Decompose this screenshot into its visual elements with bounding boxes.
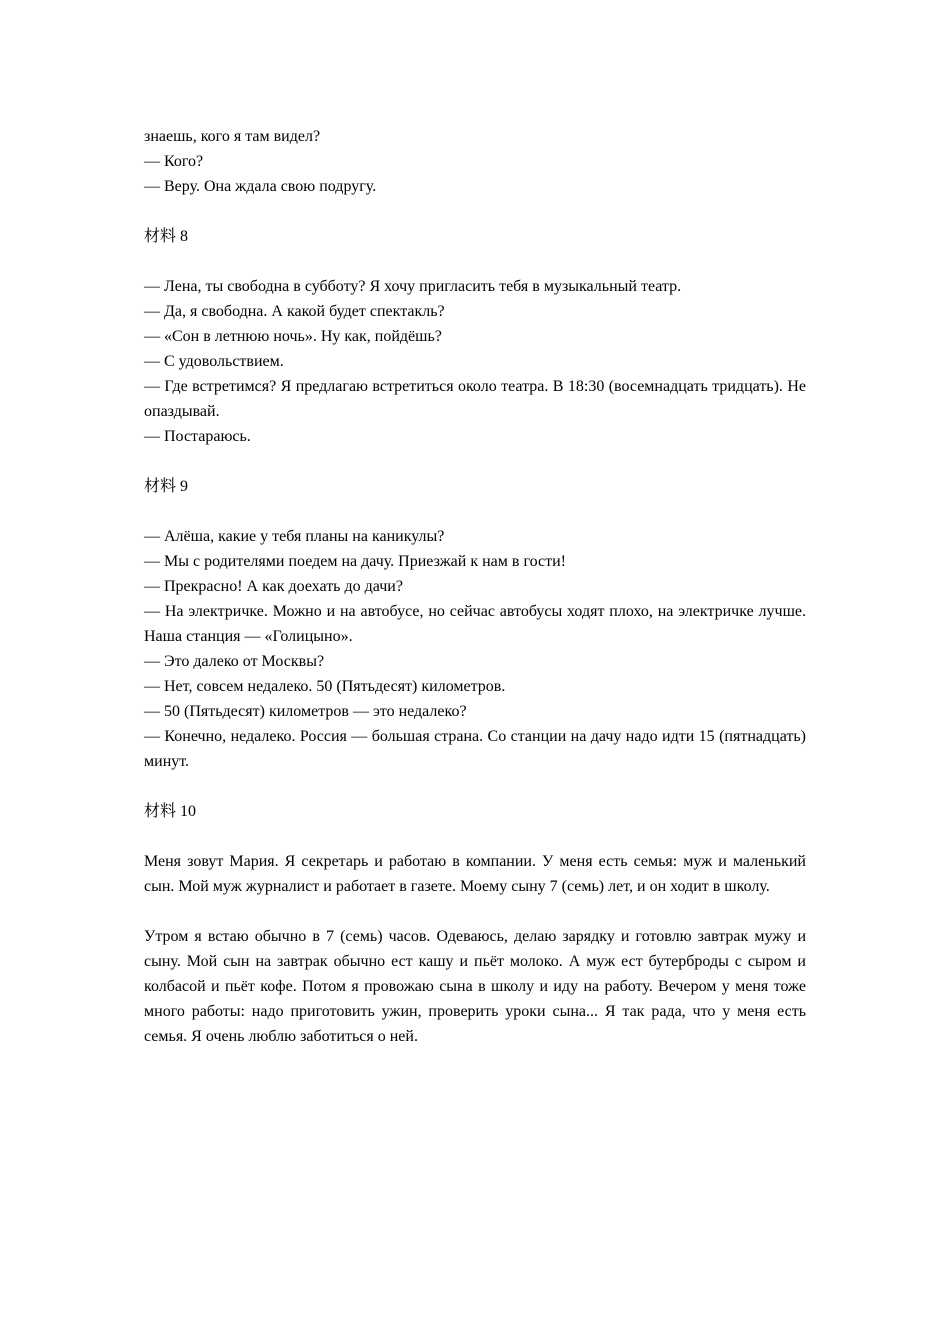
dialogue-line: знаешь, кого я там видел? — [144, 128, 321, 145]
dialogue-line: — Веру. Она ждала свою подругу. — [144, 178, 377, 195]
dialogue-line: — Постараюсь. — [144, 428, 251, 445]
dialogue-line: — «Сон в летнюю ночь». Ну как, пойдёшь? — [144, 328, 442, 345]
dialogue-line: — Да, я свободна. А какой будет спектакль? — [144, 303, 445, 320]
spacer — [144, 774, 806, 799]
section-9 — [144, 474, 806, 774]
section-heading: 材料 8 — [144, 228, 189, 245]
spacer — [144, 499, 806, 524]
dialogue-line: — Нет, совсем недалеко. 50 (Пятьдесят) километров. — [144, 678, 506, 695]
paragraph: Утром я встаю обычно в 7 (семь) часов. Одеваюсь, делаю зарядку и готовлю завтрак мужу и сыну. Мой сын на завтрак обычно ест кашу и пьёт молоко. А муж ест бутерброды с сыром и колбасой и пьёт кофе. Потом я провожаю сына в школу и иду на работу. Вечером у меня тоже много работы: надо приготовить ужин, проверить уроки сына... Я так рада, что у меня есть семья. Я очень люблю заботиться о ней. — [144, 928, 806, 1045]
section-heading: 材料 10 — [144, 803, 197, 820]
dialogue-line: — С удовольствием. — [144, 353, 284, 370]
spacer — [144, 249, 806, 274]
spacer — [144, 899, 806, 924]
section-7-tail — [144, 124, 806, 199]
dialogue-line: — Мы с родителями поедем на дачу. Приезжай к нам в гости! — [144, 553, 566, 570]
document-page — [144, 124, 806, 1049]
dialogue-line: — Алёша, какие у тебя планы на каникулы? — [144, 528, 445, 545]
section-10 — [144, 799, 806, 1049]
section-heading: 材料 9 — [144, 478, 189, 495]
dialogue-line: — 50 (Пятьдесят) километров — это недалеко? — [144, 703, 467, 720]
dialogue-line: — Лена, ты свободна в субботу? Я хочу пригласить тебя в музыкальный театр. — [144, 278, 682, 295]
dialogue-line: — Конечно, недалеко. Россия — большая страна. Со станции на дачу надо идти 15 (пятнадцать) минут. — [144, 728, 806, 770]
spacer — [144, 199, 806, 224]
dialogue-line: — Кого? — [144, 153, 204, 170]
dialogue-line: — На электричке. Можно и на автобусе, но сейчас автобусы ходят плохо, на электричке лучше. Наша станция — «Голицыно». — [144, 603, 806, 645]
section-8 — [144, 224, 806, 449]
spacer — [144, 449, 806, 474]
dialogue-line: — Прекрасно! А как доехать до дачи? — [144, 578, 403, 595]
dialogue-line: — Это далеко от Москвы? — [144, 653, 325, 670]
dialogue-line: — Где встретимся? Я предлагаю встретиться около театра. В 18:30 (восемнадцать тридцать). Не опаздывай. — [144, 378, 806, 420]
spacer — [144, 824, 806, 849]
paragraph: Меня зовут Мария. Я секретарь и работаю в компании. У меня есть семья: муж и маленький сын. Мой муж журналист и работает в газете. Моему сыну 7 (семь) лет, и он ходит в школу. — [144, 853, 806, 895]
